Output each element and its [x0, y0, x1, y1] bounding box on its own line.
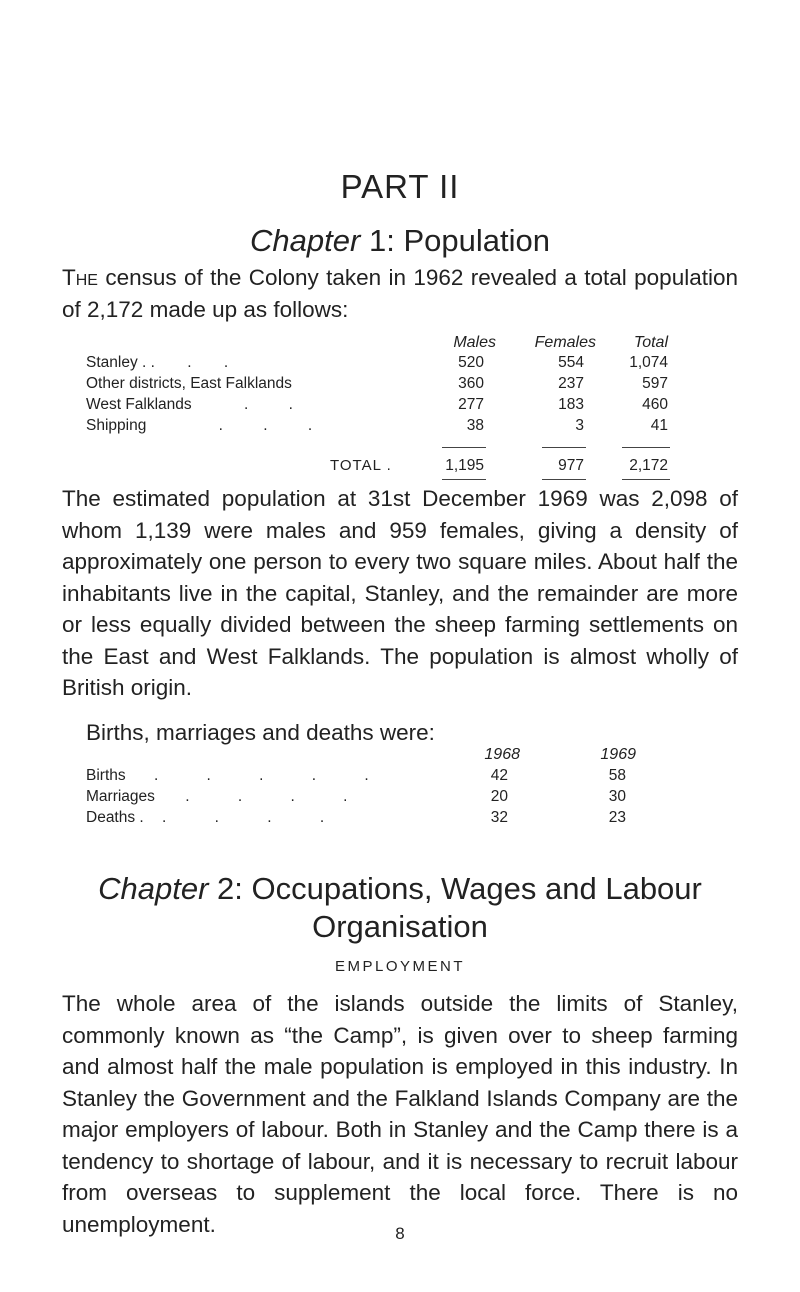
page-number: 8	[395, 1224, 405, 1243]
cell-males: 277	[458, 396, 484, 413]
cell-1969: 30	[608, 788, 626, 805]
row-label: Shipping	[86, 417, 147, 434]
total-total: 2,172	[629, 457, 668, 474]
chapter-1-prefix: Chapter	[250, 223, 361, 258]
header-males: Males	[453, 334, 496, 351]
cell-total: 1,074	[629, 354, 668, 371]
row-dots: . . .	[150, 354, 243, 371]
cell-males: 520	[458, 354, 484, 371]
cell-total: 460	[642, 396, 668, 413]
row-dots: . . . . .	[153, 767, 391, 784]
row-dots: . . . .	[162, 809, 347, 826]
population-estimate-paragraph: The estimated population at 31st December 1969 was 2,098 of whom 1,139 were males and 959 females, giving a density of approximately one person to every two square miles. About half the inhabitants live in the capital, Stanley, and the remainder are more or less equally divided between the sheep farming settlements on the East and West Falklands. The population is almost wholly of British origin.	[62, 486, 738, 700]
employment-paragraph: The whole area of the islands outside the limits of Stanley, commonly known as “the Camp”, is given over to sheep farming and almost half the male population is employed in this industry. In Stanley the Government and the Falkland Islands Company are the major employers of labour. Both in Stanley and the Camp there is a tendency to shortage of labour, and it is necessary to recruit labour from overseas to supplement the local force. There is no unemployment.	[62, 991, 738, 1237]
chapter-1-number: 1	[368, 223, 387, 258]
chapter-1-title: Chapter 1: Population	[250, 223, 550, 258]
header-1968: 1968	[484, 746, 520, 763]
cell-females: 3	[575, 417, 584, 434]
row-label: Stanley .	[86, 354, 147, 371]
chapter-1-name: Population	[403, 223, 550, 258]
row-label: Deaths .	[86, 809, 144, 826]
chapter-2-title: Chapter 2: Occupations, Wages and Labour Organisation	[98, 871, 702, 944]
total-rule-females	[542, 479, 586, 480]
row-dots: . . . .	[185, 788, 370, 805]
intro-paragraph	[62, 262, 738, 325]
part-title: PART II	[340, 168, 460, 205]
row-label: Marriages	[86, 788, 155, 805]
total-label: TOTAL .	[330, 457, 392, 474]
cell-1968: 20	[490, 788, 508, 805]
vital-statistics-intro: Births, marriages and deaths were:	[86, 720, 435, 745]
cell-total: 41	[650, 417, 668, 434]
total-rule-males	[442, 479, 486, 480]
chapter-2-number: 2	[217, 871, 235, 906]
row-label: Other districts, East Falklands	[86, 375, 292, 392]
intro-lead-word: The	[62, 265, 98, 290]
total-rule-total	[622, 479, 670, 480]
chapter-2-name-line1: Occupations, Wages and Labour	[251, 871, 702, 906]
header-1969: 1969	[600, 746, 636, 763]
cell-1968: 32	[490, 809, 508, 826]
row-label: Births	[86, 767, 126, 784]
cell-females: 237	[558, 375, 584, 392]
cell-females: 554	[558, 354, 584, 371]
row-label: West Falklands	[86, 396, 192, 413]
total-females: 977	[558, 457, 584, 474]
subtotal-rule-males	[442, 447, 486, 448]
intro-text: census of the Colony taken in 1962 revealed a total population of 2,172 made up as follows:	[62, 265, 738, 322]
cell-total: 597	[642, 375, 668, 392]
cell-males: 360	[458, 375, 484, 392]
cell-1968: 42	[490, 767, 508, 784]
header-total: Total	[633, 334, 668, 351]
chapter-2-name-line2: Organisation	[312, 909, 488, 944]
subtotal-rule-females	[542, 447, 586, 448]
cell-females: 183	[558, 396, 584, 413]
cell-1969: 23	[608, 809, 626, 826]
employment-heading: EMPLOYMENT	[334, 958, 465, 975]
header-females: Females	[534, 334, 596, 351]
row-dots: . .	[243, 396, 311, 413]
cell-1969: 58	[608, 767, 626, 784]
subtotal-rule-total	[622, 447, 670, 448]
total-males: 1,195	[445, 457, 484, 474]
row-dots: . . .	[218, 417, 331, 434]
cell-males: 38	[466, 417, 484, 434]
chapter-2-prefix: Chapter	[98, 871, 209, 906]
